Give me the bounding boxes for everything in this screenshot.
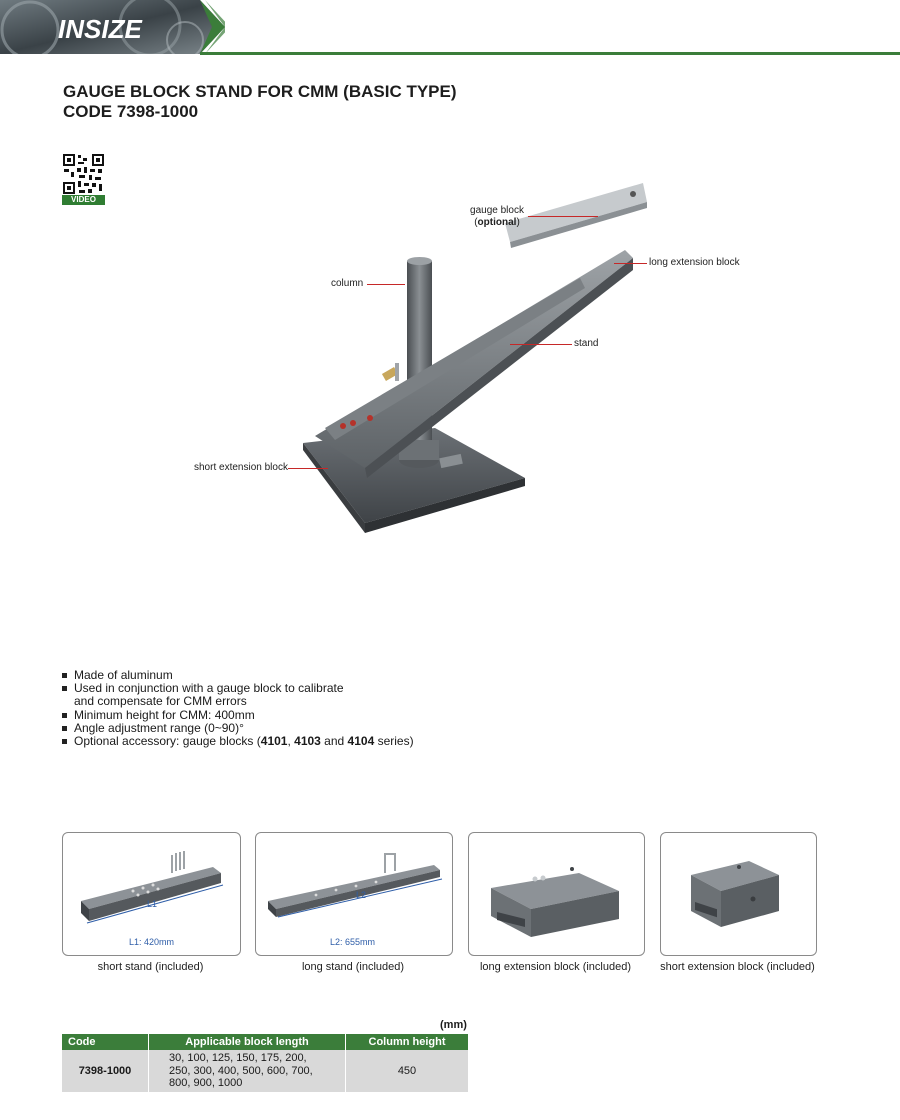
accessory-code-4104: 4104 [347,734,375,749]
thumbnail-short-extension-block [660,832,817,956]
thumbnail-long-extension-block [468,832,645,956]
spec-table [62,1034,469,1092]
brand-banner [0,0,225,54]
callout-gauge-block-label: gauge block [470,205,524,216]
leader-column [367,284,405,285]
callout-short-extension-block: short extension block [194,462,288,473]
callout-stand: stand [574,338,599,349]
leader-stand [510,344,572,345]
caption-long-stand: long stand (included) [301,961,405,973]
short-stand-length: L1: 420mm [129,937,175,947]
gauge-block-stand-illustration [295,178,655,533]
block-lengths-line: 30, 100, 125, 150, 175, 200, [169,1052,307,1064]
thumbnail-long-stand [255,832,453,956]
feature-list [62,669,414,748]
long-extension-block-image [469,833,644,955]
cell-block-lengths [149,1050,346,1092]
long-stand-dim-label: L2 [356,890,367,900]
product-photo [295,178,655,533]
accessory-sep-1: , [287,734,295,749]
short-extension-block-image [661,833,816,955]
feature-item-continuation: and compensate for CMM errors [74,694,247,709]
video-qr-code[interactable] [62,153,105,205]
table-unit: (mm) [440,1019,467,1031]
short-stand-dim-label: L1 [147,899,158,909]
feature-item: Minimum height for CMM: 400mm [62,709,414,722]
cell-column-height: 450 [346,1050,469,1092]
leader-short-extension-block [288,468,328,469]
caption-short-extension-block: short extension block (included) [660,961,815,973]
accessory-prefix: Optional accessory: gauge blocks ( [74,734,261,749]
header-code: Code [62,1034,149,1050]
leader-long-extension-block [614,263,647,264]
caption-long-extension-block: long extension block (included) [479,961,632,973]
thumbnail-short-stand [62,832,241,956]
accessory-sep-2: and [320,734,348,749]
accessory-code-4103: 4103 [294,734,321,749]
header-applicable-block-length: Applicable block length [149,1034,346,1050]
block-lengths-line: 800, 900, 1000 [169,1077,243,1089]
callout-long-extension-block: long extension block [649,257,740,268]
brand-logo: INSIZE [58,14,142,44]
header-column-height: Column height [346,1034,469,1050]
page-header [0,0,900,56]
table-row [62,1050,469,1092]
feature-item: Angle adjustment range (0~90)° [62,722,414,735]
accessory-suffix: series) [374,734,414,749]
feature-item: Made of aluminum [62,669,414,682]
block-lengths-line: 250, 300, 400, 500, 600, 700, [169,1064,313,1077]
page-title [63,82,457,122]
callout-gauge-block [468,205,526,229]
cell-code: 7398-1000 [62,1050,149,1092]
table-header-row [62,1034,469,1050]
callout-optional-text: optional [477,217,517,228]
accessory-code-4101: 4101 [260,734,288,749]
callout-gauge-block-note: (optional) [474,217,520,228]
leader-gauge-block [528,216,598,217]
long-stand-length: L2: 655mm [330,937,376,947]
header-rule [200,52,900,55]
feature-item-accessory [62,735,414,748]
title-line-1: GAUGE BLOCK STAND FOR CMM (BASIC TYPE) [63,82,457,101]
title-line-2: CODE 7398-1000 [63,102,199,121]
qr-video-label: VIDEO [62,195,105,205]
qr-icon [62,153,105,195]
feature-item: Used in conjunction with a gauge block to calibrate [62,682,414,695]
caption-short-stand: short stand (included) [97,961,204,973]
callout-column: column [331,278,364,289]
